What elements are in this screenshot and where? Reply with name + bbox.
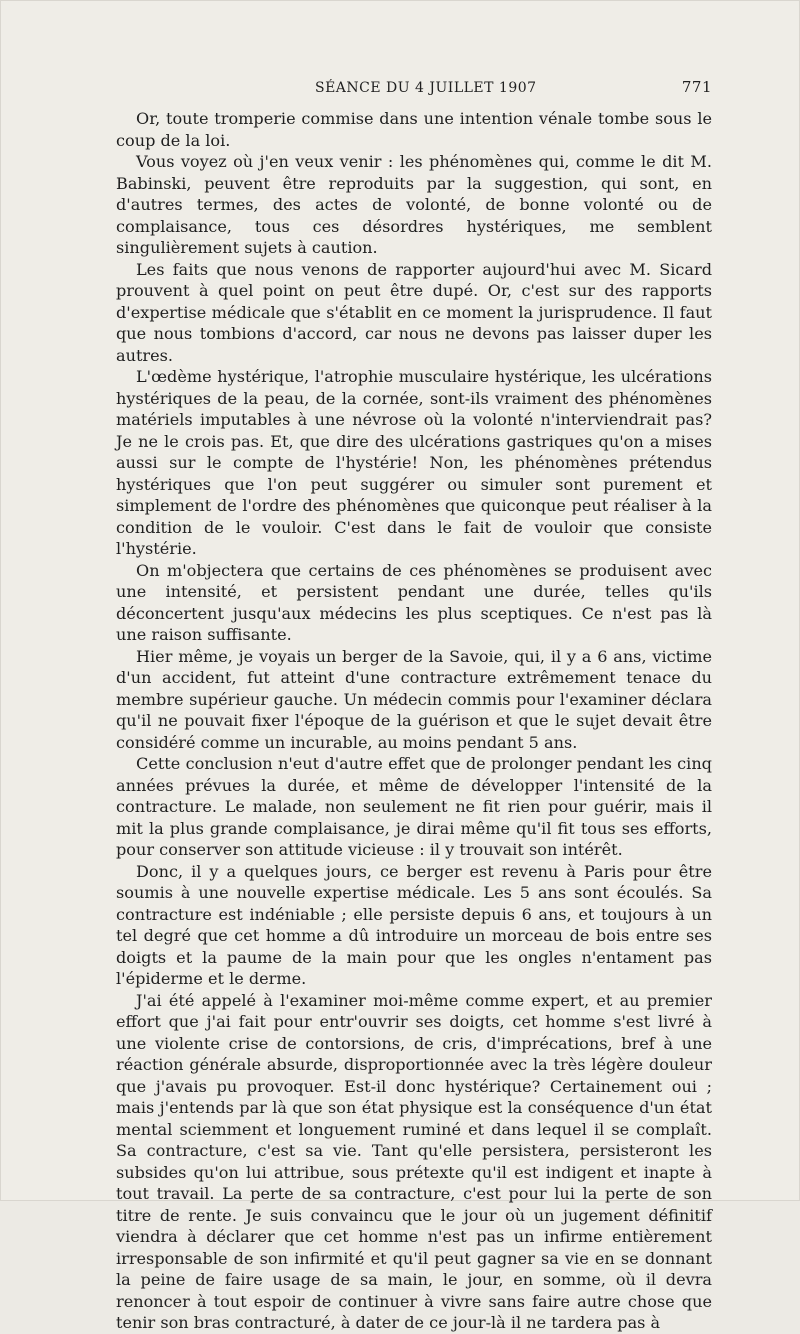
paragraph: J'ai été appelé à l'examiner moi-même comme expert, et au premier effort que j'ai fait pour entr'ouvrir ses doigts, cet homme s'est livré à une violente crise de contorsions, de cris, d'imprécations, bref à une réaction générale absurde, disproportionnée avec la très légère douleur que j'avais pu provoquer. Est-il donc hystérique? Certainement oui ; mais j'entends par là que son état physique est la conséquence d'un état mental sciemment et longuement ruminé et dans lequel il se complaît. Sa contracture, c'est sa vie. Tant qu'elle persistera, persisteront les subsides qu'on lui attribue, sous prétexte qu'il est indigent et inapte à tout travail. La perte de sa contracture, c'est pour lui la perte de son titre de rente. Je suis convaincu que le jour où un jugement définitif viendra à déclarer que cet homme n'est pas un infirme entièrement irresponsable de son infirmité et qu'il peut gagner sa vie en se donnant la peine de faire usage de sa main, le jour, en somme, où il devra renoncer à tout espoir de continuer à vivre sans faire autre chose que tenir son bras contracturé, à dater de ce jour-là il ne tardera pas à	[116, 990, 712, 1332]
paragraph: Les faits que nous venons de rapporter aujourd'hui avec M. Sicard prouvent à quel point on peut être dupé. Or, c'est sur des rapports d'expertise médicale que s'établit en ce moment la jurisprudence. Il faut que nous tombions d'accord, car nous ne devons pas laisser duper les autres.	[116, 259, 712, 365]
paragraph: Vous voyez où j'en veux venir : les phénomènes qui, comme le dit M. Babinski, peuvent être reproduits par la suggestion, qui sont, en d'autres termes, des actes de volonté, de bonne volonté ou de complaisance, tous ces désordres hystériques, me semblent singulièrement sujets à caution.	[116, 152, 712, 257]
page-number: 771	[681, 78, 712, 96]
paragraph: Or, toute tromperie commise dans une intention vénale tombe sous le coup de la loi.	[116, 109, 712, 150]
paragraph: Hier même, je voyais un berger de la Savoie, qui, il y a 6 ans, victime d'un accident, fut atteint d'une contracture extrêmement tenace du membre supérieur gauche. Un médecin commis pour l'examiner déclara qu'il ne pouvait fixer l'époque de la guérison et que le sujet devait être considéré comme un incurable, au moins pendant 5 ans.	[116, 646, 712, 752]
paragraph: L'œdème hystérique, l'atrophie musculaire hystérique, les ulcérations hystériques de la peau, de la cornée, sont-ils vraiment des phénomènes matériels imputables à une névrose où la volonté n'interviendrait pas? Je ne le crois pas. Et, que dire des ulcérations gastriques qu'on a mises aussi sur le compte de l'hystérie! Non, les phénomènes prétendus hystériques que l'on peut suggérer ou simuler sont purement et simplement de l'ordre des phénomènes que quiconque peut réaliser à la condition de le vouloir. C'est dans le fait de vouloir que consiste l'hystérie.	[116, 367, 712, 558]
paragraph: Donc, il y a quelques jours, ce berger est revenu à Paris pour être soumis à une nouvelle expertise médicale. Les 5 ans sont écoulés. Sa contracture est indéniable ; elle persiste depuis 6 ans, et toujours à un tel degré que cet homme a dû introduire un morceau de bois entre ses doigts et la paume de la main pour que les ongles n'entament pas l'épiderme et le derme.	[116, 861, 712, 988]
body-text	[116, 108, 712, 1334]
page-header	[118, 74, 712, 98]
paragraph: On m'objectera que certains de ces phénomènes se produisent avec une intensité, et persistent pendant une durée, telles qu'ils déconcertent jusqu'aux médecins les plus sceptiques. Ce n'est pas là une raison suffisante.	[116, 560, 712, 644]
running-title: SÉANCE DU 4 JUILLET 1907	[315, 80, 537, 96]
paragraph: Cette conclusion n'eut d'autre effet que de prolonger pendant les cinq années prévues la durée, et même de développer l'intensité de la contracture. Le malade, non seulement ne fit rien pour guérir, mais il mit la plus grande complaisance, je dirai même qu'il fit tous ses efforts, pour conserver son attitude vicieuse : il y trouvait son intérêt.	[116, 754, 712, 859]
